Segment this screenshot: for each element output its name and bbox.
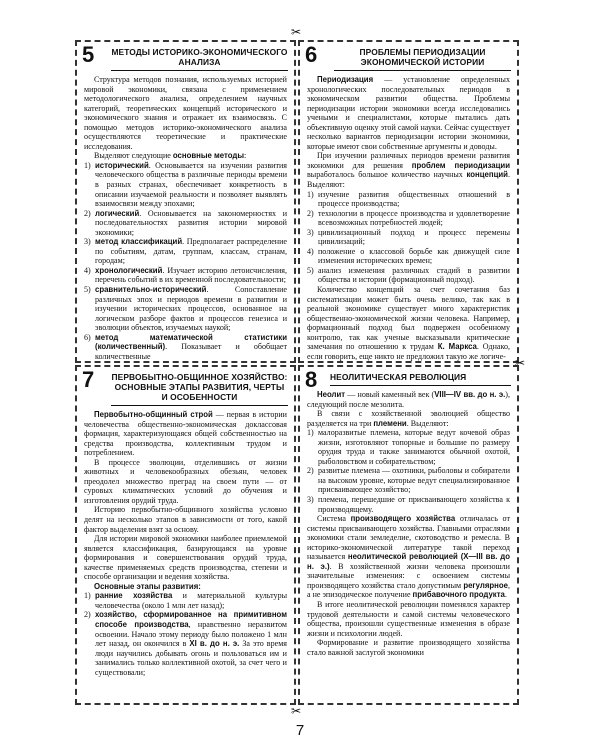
tribe-list — [307, 428, 510, 514]
scissors-icon: ✂ — [291, 25, 302, 39]
item-number: 4) — [307, 246, 314, 256]
card-title: ПРОБЛЕМЫ ПЕРИОДИЗАЦИИ ЭКОНОМИЧЕСКОЙ ИСТОРИИ — [334, 47, 511, 71]
scissors-icon: ✂ — [515, 356, 526, 370]
item-number: 5) — [307, 265, 314, 275]
item-text: развитые племена — охотники, рыболовы и собиратели на высоком уровне, которые ведут специализированное присваивающее хозяйство; — [318, 466, 510, 495]
stage-list — [84, 591, 287, 677]
list-item — [84, 610, 287, 677]
paragraph: В итоге неолитической революции поменялся характер трудовой деятельности и самой системы человеческого общества, произошли существенные изменения в образе жизни и психологии людей. — [307, 600, 510, 638]
item-term: ранние хозяйства — [95, 591, 173, 601]
list-item — [307, 495, 510, 514]
card-number: 5 — [82, 42, 95, 67]
concept-list — [307, 190, 510, 285]
item-term: хозяйство, сформированное на примитивном способе производства — [95, 610, 287, 630]
item-text: , нравственно неразвитом освоении. Начало этому периоду было положено 1 млн лет назад, он окончился в — [95, 620, 288, 649]
item-term: исторический — [95, 160, 149, 170]
item-text: цивилизационный подход и процесс перемены цивилизаций; — [318, 227, 510, 247]
card-8 — [298, 365, 519, 705]
list-item — [307, 466, 510, 495]
card-body — [307, 75, 510, 361]
item-number: 5) — [84, 285, 91, 295]
card-body — [84, 75, 287, 361]
item-text: технологии в процессе производства и удовлетворение всевозможных потребностей людей; — [318, 208, 510, 228]
card-body — [307, 390, 510, 657]
card-body — [84, 410, 287, 677]
card-5 — [75, 40, 296, 363]
item-text: . Показывает и обобщает количественные — [95, 342, 287, 361]
method-list — [84, 161, 287, 361]
paragraph: Историю первобытно-общинного хозяйства условно делят на несколько этапов в зависимости от того, какой фактор выделения взят за основу. — [84, 505, 287, 534]
item-number: 1) — [84, 591, 91, 601]
item-number: 4) — [84, 265, 91, 275]
list-item — [84, 333, 287, 362]
paragraph: Неолит — новый каменный век (VIII—IV вв. до н. э.), следующий после мезолита. — [307, 390, 510, 409]
list-item — [307, 247, 510, 266]
list-item — [84, 237, 287, 266]
list-item — [307, 266, 510, 285]
paragraph: В связи с хозяйственной эволюцией общество разделяется на три племени. Выделяют: — [307, 409, 510, 428]
item-number: 2) — [84, 208, 91, 218]
item-number: 3) — [307, 227, 314, 237]
item-text: . Основывается на закономерностях и последовательностях развития истории мировой экономики; — [95, 208, 287, 237]
paragraph: Система производящего хозяйства отличалась от системы присваивающего хозяйства. Главными отраслями экономики стали земледелие, скотоводство и ремесла. В историко-экономической литературе такой переход называется неолитической революцией (X—III вв. до н. э.). В хозяйственной жизни человека произошли значительные изменения: с освоением системы производящего хозяйства стало допустимым регулярное, а не эпизодическое получение прибавочного продукта. — [307, 514, 510, 600]
item-term: метод классификаций — [95, 237, 183, 247]
paragraph: Выделяют следующие основные методы: — [94, 151, 247, 161]
card-7 — [75, 365, 296, 705]
paragraph: В процессе эволюции, отделившись от жизни животных и человекообразных обезьян, человек преодолел множество преград на своем пути — от суровых климатических условий до обучения и изготовления орудий труда. — [84, 457, 287, 505]
list-item — [84, 591, 287, 610]
list-item — [84, 209, 287, 238]
item-number: 2) — [84, 610, 91, 620]
item-text: . Предполагает распределение по событиям, датам, группам, классам, странам, городам; — [95, 237, 287, 266]
item-term: хронологический — [95, 265, 163, 275]
item-text: . Изучает историю летоисчисления, перечень событий в их временной последовательности; — [95, 265, 287, 285]
paragraph: Периодизация — установление определенных хронологических последовательных периодов в экономическом развитии общества. Проблемы периодизации истории экономики всегда исследовались учеными и специалистами, которые пытались дать объективную оценку этой самой науки. Сейчас существует несколько вариантов периодизации истории экономики, которые имеют свои собственные аргументы и доводы. — [307, 75, 510, 151]
item-text: За это время люди научились добывать огонь и пользоваться им и занимались только коллективной охотой, за счет чего и существовали; — [95, 639, 287, 677]
list-item — [307, 209, 510, 228]
item-text: племена, перешедшие от присваивающего хозяйства к производящему. — [318, 495, 510, 514]
item-number: 2) — [307, 466, 314, 476]
item-text: . Основывается на изучении развития человеческого общества в различные периоды времени в разных странах, обеспечивает конкретность в описании изучаемой реальности и позволяет выявлять взаимосвязи между эпохами; — [95, 160, 287, 209]
item-term: XI в. до н. э. — [189, 639, 240, 649]
item-number: 2) — [307, 208, 314, 218]
card-6 — [298, 40, 519, 363]
list-item — [84, 161, 287, 209]
card-number: 6 — [305, 42, 318, 67]
item-number: 6) — [84, 332, 91, 342]
item-number: 1) — [84, 160, 91, 170]
scissors-icon: ✂ — [291, 704, 302, 718]
list-item — [84, 285, 287, 333]
item-text: и материальной культуры человечества (около 1 млн лет назад); — [95, 591, 287, 610]
item-text: анализ изменения различных стадий в развитии общества и истории (формационный подход). — [318, 265, 510, 285]
item-number: 3) — [307, 495, 314, 505]
item-term: сравнительно-исторический — [95, 285, 207, 295]
item-number: 1) — [307, 428, 314, 438]
card-number: 7 — [82, 367, 95, 392]
item-term: метод математической статистики (количественный) — [95, 332, 287, 352]
item-text: малоразвитые племена, которые ведут кочевой образ жизни, изготовляют топорные и большие по размеру орудия труда и также занимаются обычной охотой, рыболовством и собирательством; — [318, 428, 510, 466]
card-title: НЕОЛИТИЧЕСКАЯ РЕВОЛЮЦИЯ — [330, 372, 511, 386]
paragraph: Структура методов познания, используемых историей мировой экономики, связана с применением методологического анализа, определением научных категорий, теоретических концепций исторического и экономического знания и отражает их взаимосвязь. С помощью методов историко-экономического анализа осуществляются теоретические и практические исследования. — [84, 75, 287, 151]
list-item — [307, 228, 510, 247]
paragraph: Количество концепций за счет сочетания баз систематизации может быть очень велико, так как в реальной экономике существует много характеристик общественно-экономической жизни человека. Например, формационный подход был подвержен особенному контролю, так как ученые высказывали критические замечания по отношению к трудам К. Маркса. Однако, если говорить, еще никто не предложил такую же логиче- — [307, 285, 510, 361]
item-number: 1) — [307, 189, 314, 199]
paragraph: Формирование и развитие производящего хозяйства стало важной заслугой экономики — [307, 638, 510, 657]
paragraph: Для истории мировой экономики наиболее приемлемой является классификация, базирующаяся на уровне формирования и совершенствования орудий труда, качестве применяемых средств производства, степени и способе организации и ведения хозяйства. — [84, 534, 287, 582]
list-item — [84, 266, 287, 285]
item-number: 3) — [84, 237, 91, 247]
card-title: ПЕРВОБЫТНО-ОБЩИННОЕ ХОЗЯЙСТВО: ОСНОВНЫЕ ЭТАПЫ РАЗВИТИЯ, ЧЕРТЫ И ОСОБЕННОСТИ — [111, 372, 288, 406]
list-item — [307, 190, 510, 209]
paragraph: При изучении различных периодов времени развития экономики для решения проблем периодизации выработалось большое количество научных концепций. Выделяют: — [307, 151, 510, 190]
item-term: логический — [95, 208, 140, 218]
list-item — [307, 428, 510, 466]
page-number: 7 — [295, 722, 305, 739]
paragraph: Первобытно-общинный строй — первая в истории человечества общественно-экономическая доклассовая формация, характеризующаяся общей собственностью на средства производства, коллективным трудом и потреблением. — [84, 410, 287, 458]
item-text: положение о классовой борьбе как движущей силе изменения исторических времен; — [318, 246, 510, 266]
item-text: изучение развития общественных отношений в процессе производства; — [318, 189, 510, 209]
item-text: . Сопоставление различных эпох и периодов времени в развитии и изучении исторических процессов, основанное на логическом разборе фактов и процессов генезиса и эволюции объектов, изучаемых наукой; — [95, 285, 287, 333]
card-title: МЕТОДЫ ИСТОРИКО-ЭКОНОМИЧЕСКОГО АНАЛИЗА — [111, 47, 288, 71]
card-number: 8 — [305, 367, 318, 392]
paragraph: Основные этапы развития: — [94, 581, 201, 591]
